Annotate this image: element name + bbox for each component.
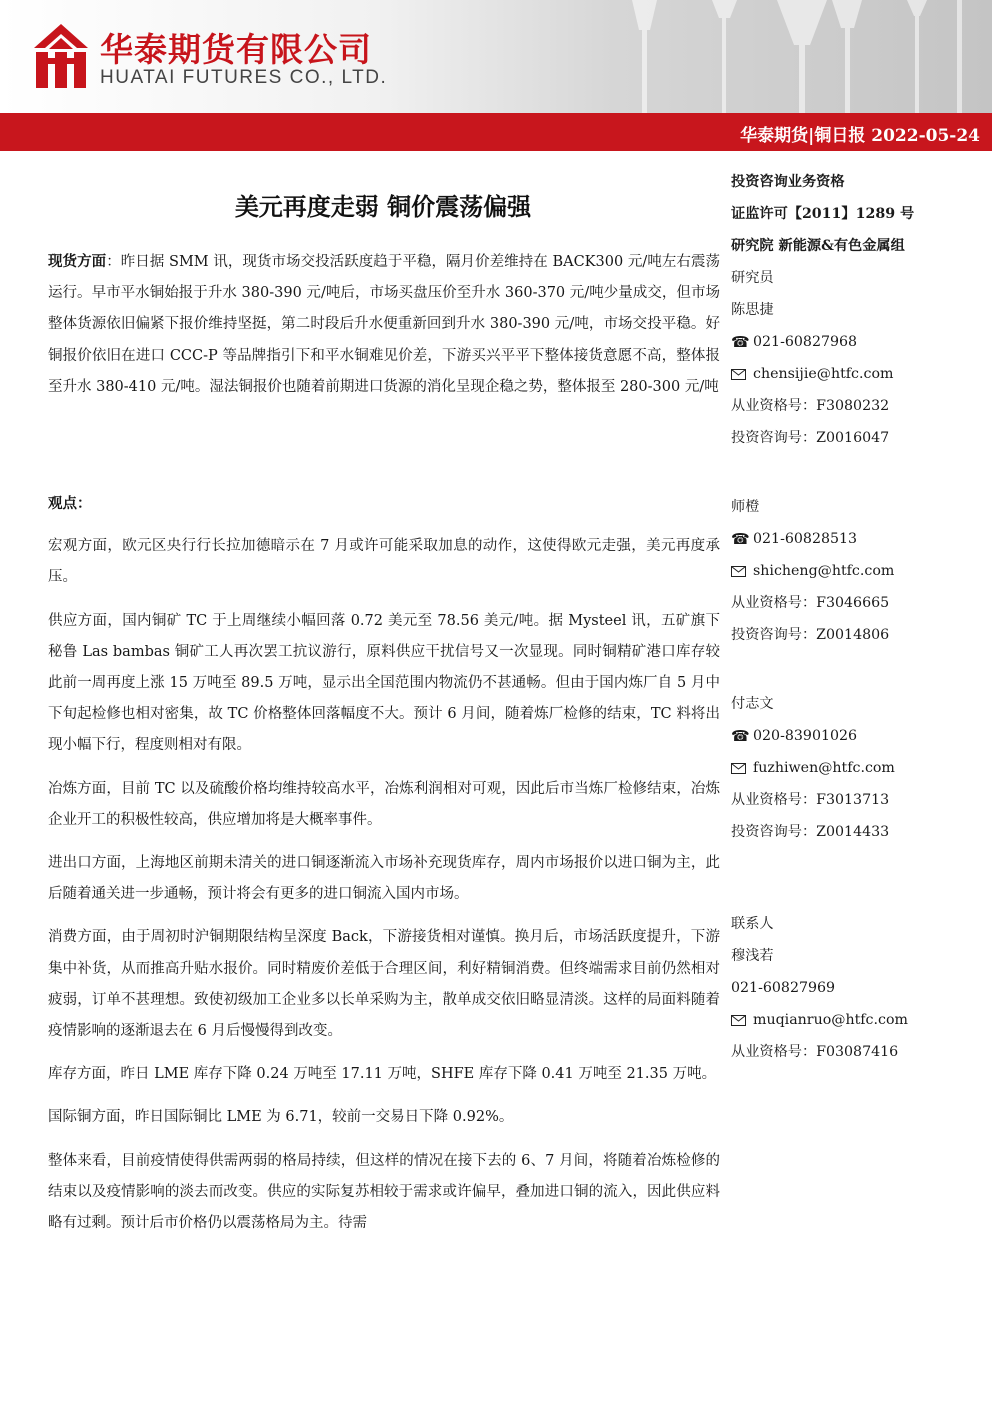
researcher-email[interactable]: fuzhiwen@htfc.com — [731, 752, 986, 784]
researcher-advisor-number: 投资咨询号：Z0016047 — [731, 430, 890, 446]
spot-market-paragraph — [48, 246, 720, 432]
qualification: 投资咨询业务资格 — [731, 174, 845, 190]
researcher-phone: ☎ 021-60827968 — [731, 326, 986, 358]
author-sidebar — [731, 166, 986, 1068]
researcher-name: 陈思捷 — [731, 302, 774, 318]
envelope-icon — [731, 555, 753, 587]
import-export-paragraph: 进出口方面，上海地区前期未清关的进口铜逐渐流入市场补充现货库存，周内市场报价以进口铜为主，此后随着通关进一步通畅，预计将会有更多的进口铜流入国内市场。 — [48, 855, 720, 903]
researcher-cert: 从业资格号：F3046665 — [731, 595, 890, 611]
inventory-paragraph: 库存方面，昨日 LME 库存下降 0.24 万吨至 17.11 万吨，SHFE 库存下降 0.41 万吨至 21.35 万吨。 — [48, 1066, 717, 1083]
contact-phone: 021-60827969 — [731, 980, 836, 996]
researcher-name: 付志文 — [731, 696, 774, 712]
envelope-icon — [731, 752, 753, 784]
phone-icon: ☎ — [731, 530, 750, 548]
envelope-icon — [731, 1004, 753, 1036]
smelting-paragraph: 冶炼方面，目前 TC 以及硫酸价格均维持较高水平，冶炼利润相对可观，因此后市当炼厂检修结束，冶炼企业开工的积极性较高，供应增加将是大概率事件。 — [48, 780, 720, 828]
report-tag: 华泰期货|铜日报 2022-05-24 — [740, 126, 980, 146]
researcher-name: 师橙 — [731, 499, 760, 515]
researcher-advisor-number: 投资咨询号：Z0014433 — [731, 824, 890, 840]
company-name-en: HUATAI FUTURES CO., LTD. — [100, 67, 388, 88]
phone-icon: ☎ — [731, 333, 750, 351]
company-name-cn: 华泰期货有限公司 — [100, 30, 372, 69]
researcher-email[interactable]: shicheng@htfc.com — [731, 555, 986, 587]
summary-paragraph: 整体来看，目前疫情使得供需两弱的格局持续，但这样的情况在接下去的 6、7 月间，将随着冶炼检修的结束以及疫情影响的淡去而改变。供应的实际复苏相较于需求或许偏早，叠加进口铜的流入，因此供应料略有过剩。预计后市价格仍以震荡格局为主。待需 — [48, 1152, 720, 1232]
contact-email[interactable]: muqianruo@htfc.com — [731, 1004, 986, 1036]
researcher-cert: 从业资格号：F3080232 — [731, 398, 890, 414]
document-title: 美元再度走弱 铜价震荡偏强 — [234, 192, 532, 221]
contact-name: 穆浅若 — [731, 948, 774, 964]
researcher-phone: ☎ 020-83901026 — [731, 720, 986, 752]
main-content — [48, 246, 720, 1251]
license-number: 证监许可【2011】1289 号 — [731, 206, 915, 222]
consumption-paragraph: 消费方面，由于周初时沪铜期限结构呈深度 Back，下游接货相对谨慎。换月后，市场活跃度提升，下游集中补货，从而推高升贴水报价。同时精废价差低于合理区间，利好精铜消费。但终端需求目前仍然相对疲弱，订单不甚理想。致使初级加工企业多以长单采购为主，散单成交依旧略显清淡。这样的局面料随着疫情影响的逐渐退去在 6 月后慢慢得到改变。 — [48, 929, 720, 1040]
huatai-logo-icon — [34, 24, 88, 88]
envelope-icon — [731, 358, 753, 390]
contact-cert: 从业资格号：F03087416 — [731, 1044, 899, 1060]
page-header — [0, 0, 992, 113]
institute-group: 研究院 新能源&有色金属组 — [731, 238, 905, 254]
researcher-phone: ☎ 021-60828513 — [731, 523, 986, 555]
decorative-signpost-graphic — [562, 0, 992, 113]
contact-label: 联系人 — [731, 916, 774, 932]
researcher-cert: 从业资格号：F3013713 — [731, 792, 890, 808]
international-copper-paragraph: 国际铜方面，昨日国际铜比 LME 为 6.71，较前一交易日下降 0.92%。 — [48, 1109, 514, 1126]
view-heading: 观点： — [48, 495, 92, 512]
supply-paragraph: 供应方面，国内铜矿 TC 于上周继续小幅回落 0.72 美元至 78.56 美元/吨。据 Mysteel 讯，五矿旗下秘鲁 Las bambas 铜矿工人再次罢工抗议游行，原料供应干扰信号又一次显现。同时铜精矿港口库存较此前一周再度上涨 15 万吨至 89.5 万吨，显示出全国范围内物流仍不甚通畅。但由于国内炼厂自 5 月中下旬起检修也相对密集，故 TC 价格整体回落幅度不大。预计 6 月间，随着炼厂检修的结束，TC 料将出现小幅下行，程度则相对有限。 — [48, 612, 720, 754]
researcher-email[interactable]: chensijie@htfc.com — [731, 358, 986, 390]
researcher-advisor-number: 投资咨询号：Z0014806 — [731, 627, 890, 643]
spot-text: ：昨日据 SMM 讯，现货市场交投活跃度趋于平稳，隔月价差维持在 BACK300 元/吨左右震荡运行。早市平水铜始报于升水 380-390 元/吨后，市场买盘压价至升水 360-370 元/吨少量成交，但市场整体货源依旧偏紧下报价维持坚挺，第二时段后升水便重新回到升水 380-390 元/吨，市场交投平稳。好铜报价依旧在进口 CCC-P 等品牌指引下和平水铜难见价差，下游买兴平平下整体接货意愿不高，整体报至升水 380-410 元/吨。湿法铜报价也随着前期进口货源的消化呈现企稳之势，整体报至 280-300 元/吨 — [48, 254, 720, 395]
researcher-label: 研究员 — [731, 270, 774, 286]
phone-icon: ☎ — [731, 727, 750, 745]
spot-lead: 现货方面 — [48, 253, 107, 270]
macro-paragraph: 宏观方面，欧元区央行行长拉加德暗示在 7 月或许可能采取加息的动作，这使得欧元走强，美元再度承压。 — [48, 538, 720, 586]
